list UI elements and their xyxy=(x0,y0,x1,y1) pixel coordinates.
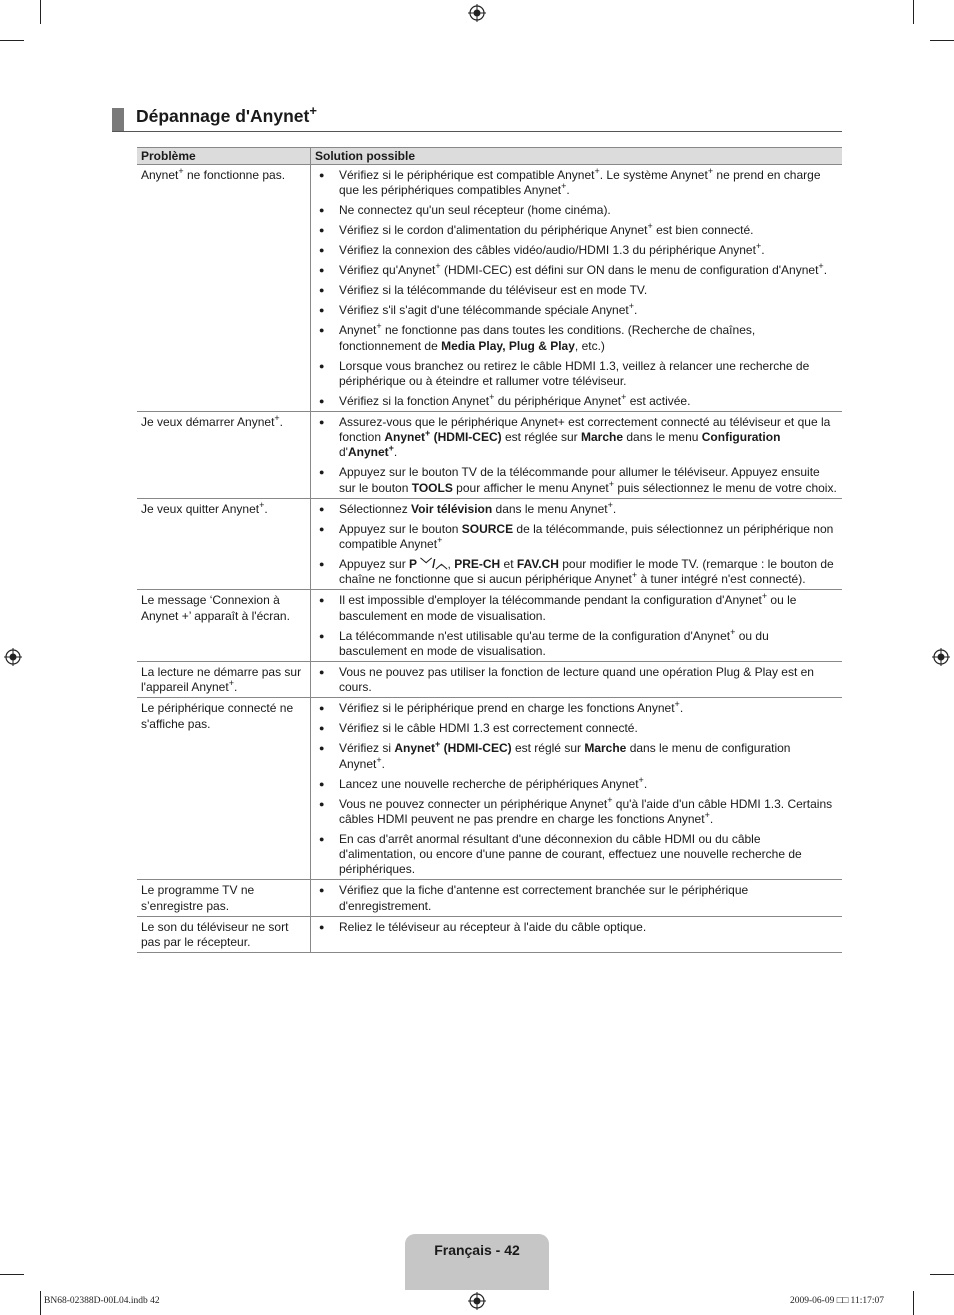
bullet-dot-icon: ● xyxy=(319,245,325,256)
bullet-dot-icon: ● xyxy=(319,360,325,371)
solution-text: Lancez une nouvelle recherche de périphériques Anynet+. xyxy=(339,774,648,791)
bullet-dot-icon: ● xyxy=(319,595,325,606)
list-item xyxy=(315,832,838,878)
table-row xyxy=(137,916,842,952)
solution-text: Vérifiez si le périphérique est compatible Anynet+. Le système Anynet+ ne prend en charge que les périphériques compatibles Anynet+. xyxy=(339,166,821,198)
list-item xyxy=(315,243,838,258)
solution-text: Assurez-vous que le périphérique Anynet+ est correctement connecté au téléviseur et que la fonction Anynet+ (HDMI-CEC) est réglée sur Marche dans le menu Configuration d'Anynet+. xyxy=(339,415,831,460)
crop-mark xyxy=(40,0,41,24)
solution-text: Vérifiez si Anynet+ (HDMI-CEC) est réglé sur Marche dans le menu de configuration Anynet+. xyxy=(339,739,791,771)
solution-cell xyxy=(311,916,843,952)
solution-list xyxy=(315,883,838,913)
crop-mark xyxy=(913,0,914,24)
table-row xyxy=(137,662,842,698)
bullet-dot-icon: ● xyxy=(319,667,325,678)
crop-mark xyxy=(0,1274,24,1275)
list-item xyxy=(315,465,838,495)
solution-text: La télécommande n'est utilisable qu'au terme de la configuration d'Anynet+ ou du basculement en mode de visualisation. xyxy=(339,626,769,658)
problem-cell: Le programme TV ne s’enregistre pas. xyxy=(137,880,311,916)
solution-list xyxy=(315,593,838,659)
solution-text: Vérifiez qu'Anynet+ (HDMI-CEC) est défini sur ON dans le menu de configuration d'Anynet+. xyxy=(339,261,828,278)
solution-list xyxy=(315,920,838,935)
list-item xyxy=(315,223,838,238)
solution-text: Vérifiez si le cordon d'alimentation du périphérique Anynet+ est bien connecté. xyxy=(339,221,754,238)
bullet-dot-icon: ● xyxy=(319,417,325,428)
solution-text: Vérifiez si la télécommande du téléviseur est en mode TV. xyxy=(339,283,648,298)
solution-text: Vérifiez si le câble HDMI 1.3 est correctement connecté. xyxy=(339,721,638,736)
list-item xyxy=(315,203,838,218)
bullet-dot-icon: ● xyxy=(319,503,325,514)
bullet-dot-icon: ● xyxy=(319,225,325,236)
solution-text: Ne connectez qu'un seul récepteur (home cinéma). xyxy=(339,203,611,218)
problem-cell: Je veux démarrer Anynet+. xyxy=(137,412,311,499)
registration-mark-icon xyxy=(932,648,950,666)
problem-cell: Le son du téléviseur ne sort pas par le récepteur. xyxy=(137,916,311,952)
solution-text: Appuyez sur le bouton SOURCE de la télécommande, puis sélectionnez un périphérique non compatible Anynet+ xyxy=(339,521,834,552)
solution-text: Vous ne pouvez pas utiliser la fonction de lecture quand une opération Plug & Play est en cours. xyxy=(339,665,814,695)
solution-cell xyxy=(311,698,843,880)
solution-text: En cas d'arrêt anormal résultant d'une déconnexion du câble HDMI ou du câble d'alimentation, ou encore d'une panne de courant, effectuez une nouvelle recherche de périphériques. xyxy=(339,831,802,877)
table-row xyxy=(137,498,842,590)
bullet-dot-icon: ● xyxy=(319,395,325,406)
solution-cell xyxy=(311,662,843,698)
list-item xyxy=(315,920,838,935)
list-item xyxy=(315,359,838,389)
page-number: Français - 42 xyxy=(434,1242,520,1258)
list-item xyxy=(315,774,838,792)
bullet-dot-icon: ● xyxy=(319,205,325,216)
list-item xyxy=(315,741,838,771)
problem-cell: Je veux quitter Anynet+. xyxy=(137,498,311,590)
table-row xyxy=(137,698,842,880)
print-slug-date: 2009-06-09 □□ 11:17:07 xyxy=(790,1296,884,1306)
title-superscript: + xyxy=(309,103,317,119)
solution-list xyxy=(315,168,838,409)
solution-text: Vérifiez si le périphérique prend en charge les fonctions Anynet+. xyxy=(339,699,684,716)
list-item xyxy=(315,721,838,736)
list-item xyxy=(315,499,838,517)
registration-mark-icon xyxy=(4,648,22,666)
solution-text: Vous ne pouvez connecter un périphérique Anynet+ qu'à l'aide d'un câble HDMI 1.3. Certains câbles HDMI peuvent ne pas prendre en charge les fonctions Anynet+. xyxy=(339,794,833,826)
list-item xyxy=(315,303,838,318)
list-item xyxy=(315,665,838,695)
solution-text: Sélectionnez Voir télévision dans le menu Anynet+. xyxy=(339,499,617,516)
solution-list xyxy=(315,499,838,588)
title-divider xyxy=(112,131,842,132)
solution-text: Vérifiez s'il s'agit d'une télécommande spéciale Anynet+. xyxy=(339,301,638,318)
bullet-dot-icon: ● xyxy=(319,723,325,734)
list-item xyxy=(315,794,838,827)
bullet-dot-icon: ● xyxy=(319,325,325,336)
solution-list xyxy=(315,665,838,695)
crop-mark xyxy=(913,1291,914,1315)
list-item xyxy=(315,168,838,198)
bullet-dot-icon: ● xyxy=(319,467,325,478)
troubleshooting-table xyxy=(137,147,842,953)
crop-mark xyxy=(40,1291,41,1315)
bullet-dot-icon: ● xyxy=(319,885,325,896)
list-item xyxy=(315,283,838,298)
solution-text: Vérifiez si la fonction Anynet+ du périphérique Anynet+ est activée. xyxy=(339,391,691,408)
list-item xyxy=(315,522,838,552)
solution-list xyxy=(315,415,838,496)
bullet-dot-icon: ● xyxy=(319,798,325,809)
bullet-dot-icon: ● xyxy=(319,703,325,714)
section-marker xyxy=(112,108,124,131)
bullet-dot-icon: ● xyxy=(319,523,325,534)
table-row xyxy=(137,590,842,662)
list-item xyxy=(315,391,838,409)
list-item xyxy=(315,593,838,623)
table-row xyxy=(137,412,842,499)
table-header-row xyxy=(137,148,842,165)
bullet-dot-icon: ● xyxy=(319,285,325,296)
solution-text: Il est impossible d'employer la télécommande pendant la configuration d'Anynet+ ou le basculement en mode de visualisation. xyxy=(339,591,797,623)
crop-mark xyxy=(930,1274,954,1275)
section-title: Dépannage d'Anynet+ xyxy=(136,103,317,126)
problem-cell: Le message ‘Connexion à Anynet +’ apparaît à l'écran. xyxy=(137,590,311,662)
header-problem: Problème xyxy=(137,148,311,165)
table-row xyxy=(137,880,842,916)
list-item xyxy=(315,557,838,587)
solution-text: Vérifiez la connexion des câbles vidéo/audio/HDMI 1.3 du périphérique Anynet+. xyxy=(339,241,765,258)
solution-cell xyxy=(311,412,843,499)
problem-cell: Le périphérique connecté ne s'affiche pas. xyxy=(137,698,311,880)
solution-text: Appuyez sur le bouton TV de la télécommande pour allumer le téléviseur. Appuyez ensuite sur le bouton TOOLS pour afficher le menu Anynet+ puis sélectionnez le menu de votre choix. xyxy=(339,465,837,495)
bullet-dot-icon: ● xyxy=(319,305,325,316)
problem-cell: La lecture ne démarre pas sur l'appareil Anynet+. xyxy=(137,662,311,698)
bullet-dot-icon: ● xyxy=(319,921,325,932)
solution-cell xyxy=(311,880,843,916)
solution-text: Lorsque vous branchez ou retirez le câble HDMI 1.3, veillez à relancer une recherche de périphérique ou à éteindre et rallumer votre téléviseur. xyxy=(339,358,810,388)
list-item xyxy=(315,263,838,278)
list-item xyxy=(315,701,838,716)
solution-cell xyxy=(311,590,843,662)
table-body xyxy=(137,165,842,953)
list-item xyxy=(315,883,838,913)
bullet-dot-icon: ● xyxy=(319,630,325,641)
registration-mark-icon xyxy=(468,1292,486,1310)
solution-text: Reliez le téléviseur au récepteur à l'aide du câble optique. xyxy=(339,919,647,934)
crop-mark xyxy=(930,40,954,41)
solution-list xyxy=(315,701,838,877)
list-item xyxy=(315,323,838,353)
solution-cell xyxy=(311,165,843,412)
solution-text: Appuyez sur P ﹀/︿, PRE-CH et FAV.CH pour modifier le mode TV. (remarque : le bouton de chaîne ne fonctionne que si aucun périphérique Anynet+ à tuner intégré n'est connecté). xyxy=(339,557,834,587)
bullet-dot-icon: ● xyxy=(319,778,325,789)
registration-mark-icon xyxy=(468,4,486,22)
solution-cell xyxy=(311,498,843,590)
bullet-dot-icon: ● xyxy=(319,559,325,570)
crop-mark xyxy=(0,40,24,41)
solution-text: Anynet+ ne fonctionne pas dans toutes les conditions. (Recherche de chaînes, fonctionnement de Media Play, Plug & Play, etc.) xyxy=(339,321,756,353)
bullet-dot-icon: ● xyxy=(319,743,325,754)
list-item xyxy=(315,626,838,659)
header-solution: Solution possible xyxy=(311,148,843,165)
print-slug-file: BN68-02388D-00L04.indb 42 xyxy=(44,1296,160,1306)
problem-cell: Anynet+ ne fonctionne pas. xyxy=(137,165,311,412)
table-row xyxy=(137,165,842,412)
list-item xyxy=(315,415,838,461)
solution-text: Vérifiez que la fiche d'antenne est correctement branchée sur le périphérique d'enregistrement. xyxy=(339,883,749,913)
bullet-dot-icon: ● xyxy=(319,170,325,181)
bullet-dot-icon: ● xyxy=(319,833,325,844)
bullet-dot-icon: ● xyxy=(319,265,325,276)
